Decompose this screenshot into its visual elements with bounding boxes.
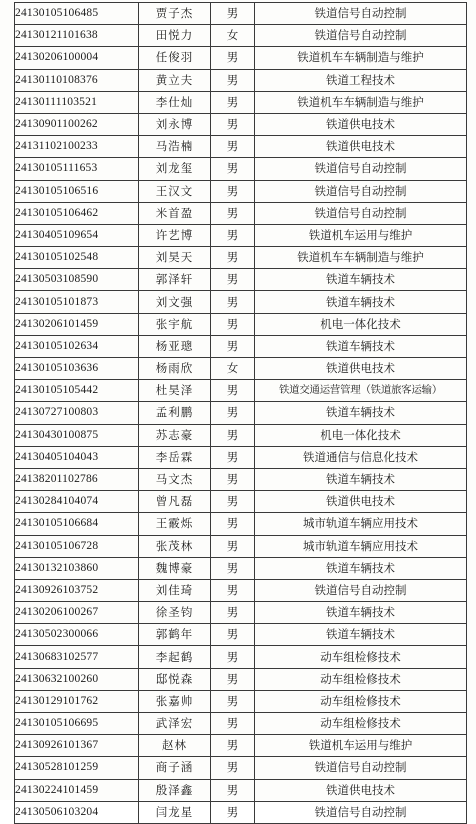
table-row (15, 180, 467, 202)
major-cell: 铁道工程技术 (255, 69, 467, 91)
table-row (15, 269, 467, 291)
gender-cell: 男 (211, 690, 255, 712)
gender-cell: 男 (211, 269, 255, 291)
exam-id-cell: 24130132103860 (15, 557, 139, 579)
student-name-cell: 李仕灿 (139, 91, 211, 113)
student-name-cell: 闫龙星 (139, 801, 211, 823)
exam-id-cell: 24130224101459 (15, 779, 139, 801)
major-cell: 铁道车辆技术 (255, 624, 467, 646)
exam-id-cell: 24130683102577 (15, 646, 139, 668)
exam-id-cell: 24130105102548 (15, 247, 139, 269)
major-cell: 动车组检修技术 (255, 690, 467, 712)
major-cell: 铁道信号自动控制 (255, 180, 467, 202)
table-row (15, 779, 467, 801)
exam-id-cell: 24130105105442 (15, 380, 139, 402)
gender-cell: 男 (211, 69, 255, 91)
table-row (15, 202, 467, 224)
exam-id-cell: 24130206100004 (15, 47, 139, 69)
student-name-cell: 刘昊天 (139, 247, 211, 269)
exam-id-cell: 24130405109654 (15, 224, 139, 246)
exam-id-cell: 24138201102786 (15, 468, 139, 490)
student-name-cell: 许艺博 (139, 224, 211, 246)
gender-cell: 男 (211, 713, 255, 735)
major-cell: 铁道供电技术 (255, 358, 467, 380)
gender-cell: 男 (211, 335, 255, 357)
gender-cell: 男 (211, 602, 255, 624)
table-row (15, 25, 467, 47)
gender-cell: 女 (211, 358, 255, 380)
gender-cell: 男 (211, 624, 255, 646)
gender-cell: 男 (211, 313, 255, 335)
major-cell: 铁道信号自动控制 (255, 3, 467, 25)
roster-body (15, 3, 467, 824)
major-cell: 铁道车辆技术 (255, 269, 467, 291)
exam-id-cell: 24130901100262 (15, 113, 139, 135)
student-name-cell: 马文杰 (139, 468, 211, 490)
student-roster-table (14, 2, 467, 824)
major-cell: 铁道供电技术 (255, 113, 467, 135)
student-name-cell: 武泽宏 (139, 713, 211, 735)
student-name-cell: 殷泽鑫 (139, 779, 211, 801)
student-name-cell: 苏志豪 (139, 424, 211, 446)
student-name-cell: 贾子杰 (139, 3, 211, 25)
gender-cell: 男 (211, 158, 255, 180)
table-row (15, 424, 467, 446)
student-name-cell: 郭泽轩 (139, 269, 211, 291)
student-name-cell: 刘龙玺 (139, 158, 211, 180)
major-cell: 铁道机车车辆制造与维护 (255, 247, 467, 269)
student-name-cell: 赵林 (139, 735, 211, 757)
student-name-cell: 杨亚璁 (139, 335, 211, 357)
exam-id-cell: 24130105103636 (15, 358, 139, 380)
gender-cell: 男 (211, 779, 255, 801)
gender-cell: 男 (211, 735, 255, 757)
student-name-cell: 田悦力 (139, 25, 211, 47)
major-cell: 城市轨道车辆应用技术 (255, 513, 467, 535)
exam-id-cell: 24130105111653 (15, 158, 139, 180)
major-cell: 铁道机车车辆制造与维护 (255, 91, 467, 113)
table-row (15, 3, 467, 25)
exam-id-cell: 24130105106695 (15, 713, 139, 735)
major-cell: 机电一体化技术 (255, 424, 467, 446)
major-cell: 铁道车辆技术 (255, 557, 467, 579)
exam-id-cell: 24130727100803 (15, 402, 139, 424)
exam-id-cell: 24130105106462 (15, 202, 139, 224)
gender-cell: 男 (211, 180, 255, 202)
gender-cell: 男 (211, 757, 255, 779)
table-row (15, 380, 467, 402)
table-row (15, 358, 467, 380)
table-row (15, 535, 467, 557)
table-row (15, 47, 467, 69)
exam-id-cell: 24131102100233 (15, 136, 139, 158)
student-name-cell: 杨雨欣 (139, 358, 211, 380)
gender-cell: 男 (211, 247, 255, 269)
gender-cell: 男 (211, 291, 255, 313)
student-name-cell: 邸悦森 (139, 668, 211, 690)
exam-id-cell: 24130506103204 (15, 801, 139, 823)
major-cell: 铁道车辆技术 (255, 335, 467, 357)
major-cell: 动车组检修技术 (255, 646, 467, 668)
gender-cell: 男 (211, 91, 255, 113)
exam-id-cell: 24130110108376 (15, 69, 139, 91)
student-name-cell: 杜昊泽 (139, 380, 211, 402)
table-row (15, 313, 467, 335)
exam-id-cell: 24130105106516 (15, 180, 139, 202)
exam-id-cell: 24130502300066 (15, 624, 139, 646)
table-row (15, 158, 467, 180)
table-row (15, 668, 467, 690)
student-name-cell: 孟利鹏 (139, 402, 211, 424)
exam-id-cell: 24130430100875 (15, 424, 139, 446)
table-row (15, 690, 467, 712)
student-name-cell: 王霰烁 (139, 513, 211, 535)
student-name-cell: 米首盈 (139, 202, 211, 224)
exam-id-cell: 24130105106728 (15, 535, 139, 557)
major-cell: 动车组检修技术 (255, 668, 467, 690)
major-cell: 铁道供电技术 (255, 779, 467, 801)
major-cell: 铁道信号自动控制 (255, 158, 467, 180)
table-row (15, 402, 467, 424)
exam-id-cell: 24130105101873 (15, 291, 139, 313)
exam-id-cell: 24130284104074 (15, 491, 139, 513)
exam-id-cell: 24130632100260 (15, 668, 139, 690)
student-name-cell: 魏博豪 (139, 557, 211, 579)
gender-cell: 男 (211, 668, 255, 690)
major-cell: 铁道机车运用与维护 (255, 224, 467, 246)
gender-cell: 男 (211, 113, 255, 135)
major-cell: 铁道交通运营管理（铁道旅客运输） (255, 380, 467, 402)
gender-cell: 男 (211, 513, 255, 535)
major-cell: 铁道机车运用与维护 (255, 735, 467, 757)
table-row (15, 513, 467, 535)
exam-id-cell: 24130503108590 (15, 269, 139, 291)
major-cell: 铁道车辆技术 (255, 291, 467, 313)
exam-id-cell: 24130405104043 (15, 446, 139, 468)
table-row (15, 446, 467, 468)
table-row (15, 335, 467, 357)
exam-id-cell: 24130105106485 (15, 3, 139, 25)
student-name-cell: 黄立夫 (139, 69, 211, 91)
table-row (15, 624, 467, 646)
major-cell: 铁道车辆技术 (255, 402, 467, 424)
student-name-cell: 任俊羽 (139, 47, 211, 69)
major-cell: 铁道车辆技术 (255, 468, 467, 490)
major-cell: 铁道信号自动控制 (255, 579, 467, 601)
gender-cell: 男 (211, 491, 255, 513)
gender-cell: 男 (211, 380, 255, 402)
major-cell: 机电一体化技术 (255, 313, 467, 335)
table-row (15, 602, 467, 624)
gender-cell: 女 (211, 25, 255, 47)
major-cell: 铁道供电技术 (255, 136, 467, 158)
major-cell: 城市轨道车辆应用技术 (255, 535, 467, 557)
table-row (15, 113, 467, 135)
table-row (15, 224, 467, 246)
student-name-cell: 李岳霖 (139, 446, 211, 468)
table-row (15, 468, 467, 490)
table-row (15, 491, 467, 513)
exam-id-cell: 24130206100267 (15, 602, 139, 624)
gender-cell: 男 (211, 557, 255, 579)
gender-cell: 男 (211, 3, 255, 25)
student-name-cell: 王汉文 (139, 180, 211, 202)
table-row (15, 247, 467, 269)
exam-id-cell: 24130105106684 (15, 513, 139, 535)
gender-cell: 男 (211, 646, 255, 668)
gender-cell: 男 (211, 801, 255, 823)
table-row (15, 646, 467, 668)
gender-cell: 男 (211, 446, 255, 468)
student-name-cell: 张宇航 (139, 313, 211, 335)
major-cell: 铁道车辆技术 (255, 602, 467, 624)
major-cell: 铁道供电技术 (255, 491, 467, 513)
exam-id-cell: 24130926103752 (15, 579, 139, 601)
student-name-cell: 刘佳琦 (139, 579, 211, 601)
student-name-cell: 张嘉帅 (139, 690, 211, 712)
major-cell: 铁道通信与信息化技术 (255, 446, 467, 468)
student-name-cell: 张茂林 (139, 535, 211, 557)
table-row (15, 713, 467, 735)
table-row (15, 69, 467, 91)
student-name-cell: 徐圣钧 (139, 602, 211, 624)
major-cell: 铁道机车车辆制造与维护 (255, 47, 467, 69)
exam-id-cell: 24130129101762 (15, 690, 139, 712)
table-row (15, 136, 467, 158)
exam-id-cell: 24130121101638 (15, 25, 139, 47)
gender-cell: 男 (211, 535, 255, 557)
student-name-cell: 马浩楠 (139, 136, 211, 158)
table-row (15, 735, 467, 757)
table-row (15, 579, 467, 601)
student-name-cell: 刘永博 (139, 113, 211, 135)
major-cell: 铁道信号自动控制 (255, 25, 467, 47)
gender-cell: 男 (211, 579, 255, 601)
exam-id-cell: 24130206101459 (15, 313, 139, 335)
exam-id-cell: 24130528101259 (15, 757, 139, 779)
table-row (15, 557, 467, 579)
table-row (15, 757, 467, 779)
gender-cell: 男 (211, 224, 255, 246)
gender-cell: 男 (211, 202, 255, 224)
student-name-cell: 商子涵 (139, 757, 211, 779)
student-name-cell: 刘文强 (139, 291, 211, 313)
table-row (15, 291, 467, 313)
major-cell: 铁道信号自动控制 (255, 757, 467, 779)
major-cell: 铁道信号自动控制 (255, 202, 467, 224)
exam-id-cell: 24130111103521 (15, 91, 139, 113)
major-cell: 动车组检修技术 (255, 713, 467, 735)
student-name-cell: 郭鹤年 (139, 624, 211, 646)
gender-cell: 男 (211, 402, 255, 424)
gender-cell: 男 (211, 468, 255, 490)
student-name-cell: 曾凡磊 (139, 491, 211, 513)
gender-cell: 男 (211, 424, 255, 446)
exam-id-cell: 24130105102634 (15, 335, 139, 357)
table-row (15, 91, 467, 113)
student-name-cell: 李起鹤 (139, 646, 211, 668)
gender-cell: 男 (211, 47, 255, 69)
major-cell: 铁道信号自动控制 (255, 801, 467, 823)
exam-id-cell: 24130926101367 (15, 735, 139, 757)
table-row (15, 801, 467, 823)
gender-cell: 男 (211, 136, 255, 158)
